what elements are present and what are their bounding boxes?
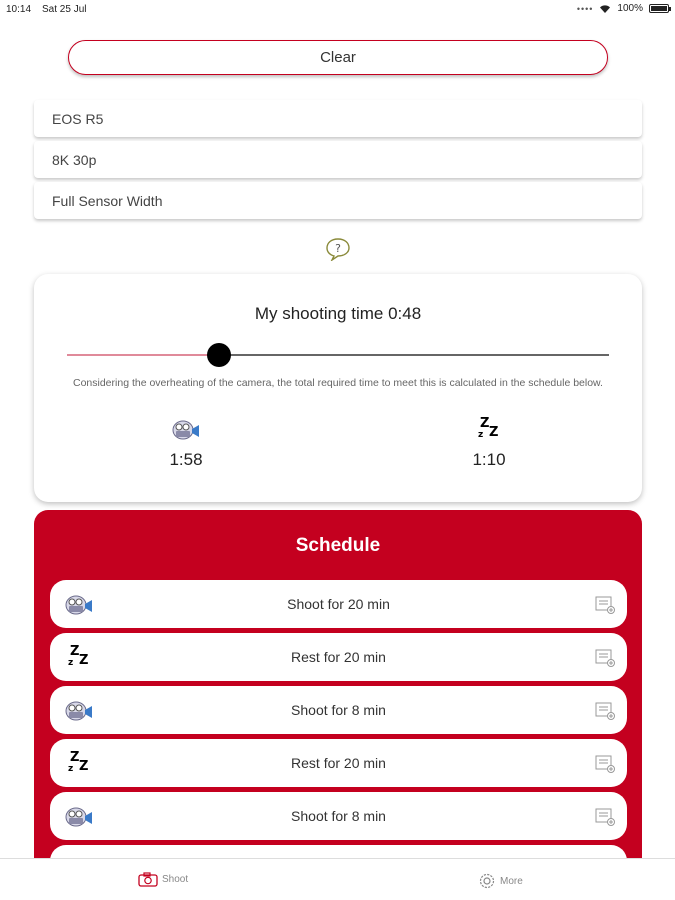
sleep-icon: Z z Z (68, 644, 89, 668)
schedule-row[interactable] (50, 792, 627, 840)
shooting-time-slider[interactable] (67, 354, 609, 356)
camera-value: EOS R5 (52, 110, 104, 127)
camera-selector[interactable] (34, 100, 642, 137)
schedule-row[interactable] (50, 686, 627, 734)
schedule-row[interactable] (50, 633, 627, 681)
schedule-row-label: Shoot for 8 min (291, 702, 386, 718)
video-mode-value: 8K 30p (52, 151, 97, 168)
status-date: Sat 25 Jul (42, 4, 87, 15)
settings-list (34, 100, 642, 223)
tab-bar (0, 858, 675, 900)
tab-more[interactable] (478, 872, 523, 890)
svg-text:?: ? (335, 242, 341, 255)
note-add-icon[interactable] (595, 647, 615, 667)
tab-shoot-label: Shoot (162, 874, 189, 885)
gear-icon (478, 872, 496, 890)
overheating-note: Considering the overheating of the camera, the total required time to meet this is calculated in the schedule below. (73, 377, 603, 389)
shooting-time-title: My shooting time 0:48 (254, 304, 422, 323)
note-add-icon[interactable] (595, 806, 615, 826)
schedule-row-label: Rest for 20 min (291, 649, 386, 665)
status-bar (0, 0, 675, 20)
shooting-time-card (34, 274, 642, 502)
note-add-icon[interactable] (595, 700, 615, 720)
shoot-total-stat (146, 416, 226, 470)
schedule-panel (34, 510, 642, 860)
clear-button[interactable] (68, 40, 608, 75)
battery-percent: 100% (617, 3, 643, 14)
status-indicators (577, 3, 669, 14)
schedule-title: Schedule (295, 535, 381, 556)
help-icon[interactable] (325, 237, 351, 261)
wifi-icon (599, 4, 611, 14)
note-add-icon[interactable] (595, 594, 615, 614)
tab-more-label: More (500, 875, 523, 887)
schedule-row-label: Shoot for 8 min (291, 808, 386, 824)
slider-thumb[interactable] (207, 343, 231, 367)
rest-total-value: 1:10 (472, 450, 506, 469)
note-add-icon[interactable] (595, 753, 615, 773)
schedule-row-label: Shoot for 20 min (287, 596, 390, 612)
rest-total-stat (449, 416, 529, 470)
slider-fill (67, 354, 219, 356)
video-mode-selector[interactable] (34, 141, 642, 178)
crop-selector[interactable] (34, 182, 642, 219)
sleep-icon: Z z Z (68, 750, 89, 774)
signal-dots-icon: •••• (576, 3, 594, 14)
camera-icon (138, 872, 158, 887)
sleep-icon: Z z Z (478, 416, 499, 440)
video-camera-icon (171, 417, 201, 443)
tab-shoot[interactable] (138, 872, 188, 887)
status-time: 10:14 (6, 4, 32, 15)
crop-value: Full Sensor Width (52, 192, 163, 209)
clear-button-label: Clear (320, 49, 356, 66)
schedule-row-label: Rest for 20 min (291, 755, 386, 771)
schedule-row[interactable] (50, 739, 627, 787)
shoot-total-value: 1:58 (169, 450, 203, 469)
battery-icon (649, 4, 669, 13)
schedule-row[interactable] (50, 580, 627, 628)
